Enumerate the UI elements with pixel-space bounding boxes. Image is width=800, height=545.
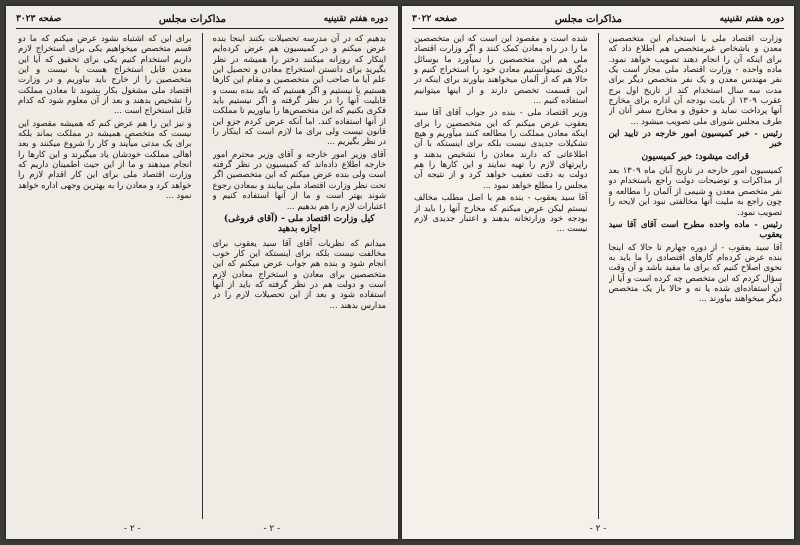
right-header-session: دوره هفتم تقنينيه bbox=[719, 14, 784, 24]
paragraph: آقا سید یعقوب - از دوره چهارم تا حالا که اینجا بنده عرض کرده‌ام کارهای اقتصادی را ما باید به نحوی اصلاح کنیم که برای ما مفید باشد و آن وقت سؤال کردم که این متخصص چه کرده است و آیا از آن استفاده‌ای شده یا نه و حالا باز یک متخصص دیگر میخواهند بیاورند ... bbox=[608, 241, 782, 304]
left-page-column-right bbox=[213, 33, 387, 519]
paragraph: میدانم که نظریات آقای آقا سید یعقوب برای مخالفت نیست بلکه برای اینستکه این کار خوب انجام شود و بنده هم جواب عرض میکنم که این متخصصین برای معادن و استخراج معادن لازم است و دولت هم در نظر گرفته که باید از آنها استفاده شود و بعد از این تحصیلات لازم را در مدارس بدهند ... bbox=[212, 237, 386, 310]
newspaper-spread bbox=[6, 6, 794, 539]
left-footer-mark-right: - ۲ - bbox=[263, 524, 281, 534]
column-divider bbox=[202, 33, 203, 519]
left-subhead: کیل وزارت اقتصاد ملی - (آقای فروغی) اجازه بدهید bbox=[223, 213, 375, 235]
right-page-footer: - ۲ - bbox=[589, 524, 607, 534]
right-header-page-number: صفحه ٣٠٢٢ bbox=[412, 14, 458, 24]
paragraph: برای این که اشتباه نشود عرض میکنم که ما دو قسم متخصص میخواهیم یکی برای استخراج لازم داریم استخدام کنیم یکی برای تحقیق که آیا این معدن قابل استخراج هست یا نیست و این متخصصین را از خارج باید بیاوریم و در وزارت اقتصاد ملی مشغول بکار بشوند تا معادن مملکت را تشخیص بدهند و بعد از آن معلوم شود که کدام قابل استخراج است ... bbox=[18, 33, 192, 116]
left-page-footer bbox=[6, 524, 398, 534]
right-page-column-right bbox=[609, 33, 783, 519]
left-header-session: دوره هفتم تقنينيه bbox=[323, 14, 388, 24]
left-page-header bbox=[16, 12, 388, 26]
left-header-page-number: صفحه ٣٠٢٣ bbox=[16, 14, 62, 24]
paragraph: و نیز این را هم عرض کنم که همیشه مقصود این نیست که متخصص همیشه در مملکت بماند بلکه برای یک مدتی میآیند و کار را شروع میکنند و بعد اهالی مملکت خودشان یاد میگیرند و این کارها را انجام میدهند و ما از این حیث اطمینان داریم که وزارت اقتصاد ملی برای این کار اقدام لازم را خواهد کرد و معادن را به بهترین وجهی اداره خواهد نمود ... bbox=[18, 117, 192, 201]
left-header-title: مذاكرات مجلس bbox=[158, 13, 227, 25]
paragraph: وزیر اقتصاد ملی - بنده در جواب آقای آقا سید یعقوب عرض میکنم که این متخصصین را برای اینکه معادن مملکت را مطالعه کنند میآوریم و هیچ تشکیلات جدیدی نیست بلکه برای اینستکه با آن اطلاعاتی که دارند معادن را تشخیص بدهند و راپرتهای لازم را تهیه نمایند و این کارها را هم دولت به دقت تعقیب خواهد کرد و از نتیجه آن مجلس را مطلع خواهد نمود ... bbox=[414, 107, 588, 190]
column-divider bbox=[598, 33, 599, 519]
right-page-body bbox=[414, 33, 782, 519]
speaker-line: رئیس - ماده واحده مطرح است آقای آقا سید یعقوب bbox=[608, 218, 782, 240]
right-page bbox=[402, 6, 794, 539]
paragraph: آقای وزیر امور خارجه و آقای وزیر محترم امور خارجه اطلاع داده‌اند که کمیسیون در نظر گرفته است ولی بنده عرض میکنم که این متخصصین اگر تحت نظر وزارت اقتصاد ملی بیایند و بمعادن رجوع شوند بهتر است و ما از آنها استفاده کنیم و اعتبارات لازم را هم بدهیم ... bbox=[212, 148, 386, 211]
left-page bbox=[6, 6, 398, 539]
left-header-rule bbox=[16, 28, 388, 29]
speaker-line: رئیس - خبر کمیسیون امور خارجه در تایید این خبر bbox=[608, 128, 782, 149]
left-page-column-left bbox=[18, 33, 192, 519]
right-page-column-left bbox=[414, 33, 588, 519]
right-subhead: قرائت میشود: خبر کمیسیون bbox=[641, 151, 749, 162]
right-header-rule bbox=[412, 28, 784, 29]
paragraph: آقا سید یعقوب - بنده هم با اصل مطلب مخالف نیستم لیکن عرض میکنم که مخارج آنها را باید از بودجه خود وزارتخانه بدهند و اعتبار جدیدی لازم نیست ... bbox=[414, 192, 588, 234]
right-header-title: مذاكرات مجلس bbox=[554, 13, 623, 25]
right-page-header bbox=[412, 12, 784, 26]
paragraph: کمیسیون امور خارجه در تاریخ آبان ماه ۱۳۰۹ بعد از مذاکرات و توضیحات دولت راجع باستخدام دو نفر متخصص معدن و شیمی از آلمان را مطالعه و چون راجع به ملیت آنها مخالفتی نبود این لایحه را تصویب نمود. bbox=[608, 165, 782, 217]
left-footer-mark-left: - ۲ - bbox=[123, 524, 141, 534]
paragraph: وزارت اقتصاد ملی با استخدام این متخصصین معدن و باشخاص غیرمتخصص هم اطلاع داد که برای اینکه آن را انجام دهند تصویب خواهد نمود. ماده واحده - وزارت اقتصاد ملی مجاز است یک نفر مهندس معدن و یک نفر متخصص دیگر برای مدت سه سال استخدام کند از تاریخ اول برج عقرب ۱۳۰۹ از بابت بودجه آن اداره برای مخارج آنها پرداخت نماید و حقوق و مخارج سفر آنان از طرف مجلس شورای ملی تصویب میشود ... bbox=[608, 33, 782, 126]
left-page-body bbox=[18, 33, 386, 519]
paragraph: شده است و مقصود این است که این متخصصین ما را در راه معادن کمک کنند و اگر وزارت اقتصاد ملی هم این متخصصین را نمیآورد ما بوسائل دیگری نمیتوانستیم معادن خود را استخراج کنیم و حالا هم که از آلمان میخواهند بیاورند برای اینکه در این قسمت تخصص دارند و از اینها میتوانیم استفاده کنیم ... bbox=[414, 33, 588, 106]
paragraph: بدهیم که در آن مدرسه تحصیلات بکنند اینجا بنده عرض میکنم و در کمیسیون هم عرض کرده‌ایم اینکار که روزانه میکنند دختر را همیشه در نظر بگیرید برای دانستن استخراج معادن و تحصیل این علم آیا ما صاحب این متخصصین و مقام این کارها هستیم یا نیستیم و اگر هستیم که باید بنده بست و قابلیت آنها را در نظر گرفته و اگر نیستیم باید فکری بکنیم که این متخصص‌ها را بیاوریم تا مملکت از آنها استفاده کند. اما آنکه عرض کردم جزو این قانون نیست ولی برای ما لازم است که اینکار را در نظر بگیریم ... bbox=[212, 33, 386, 147]
